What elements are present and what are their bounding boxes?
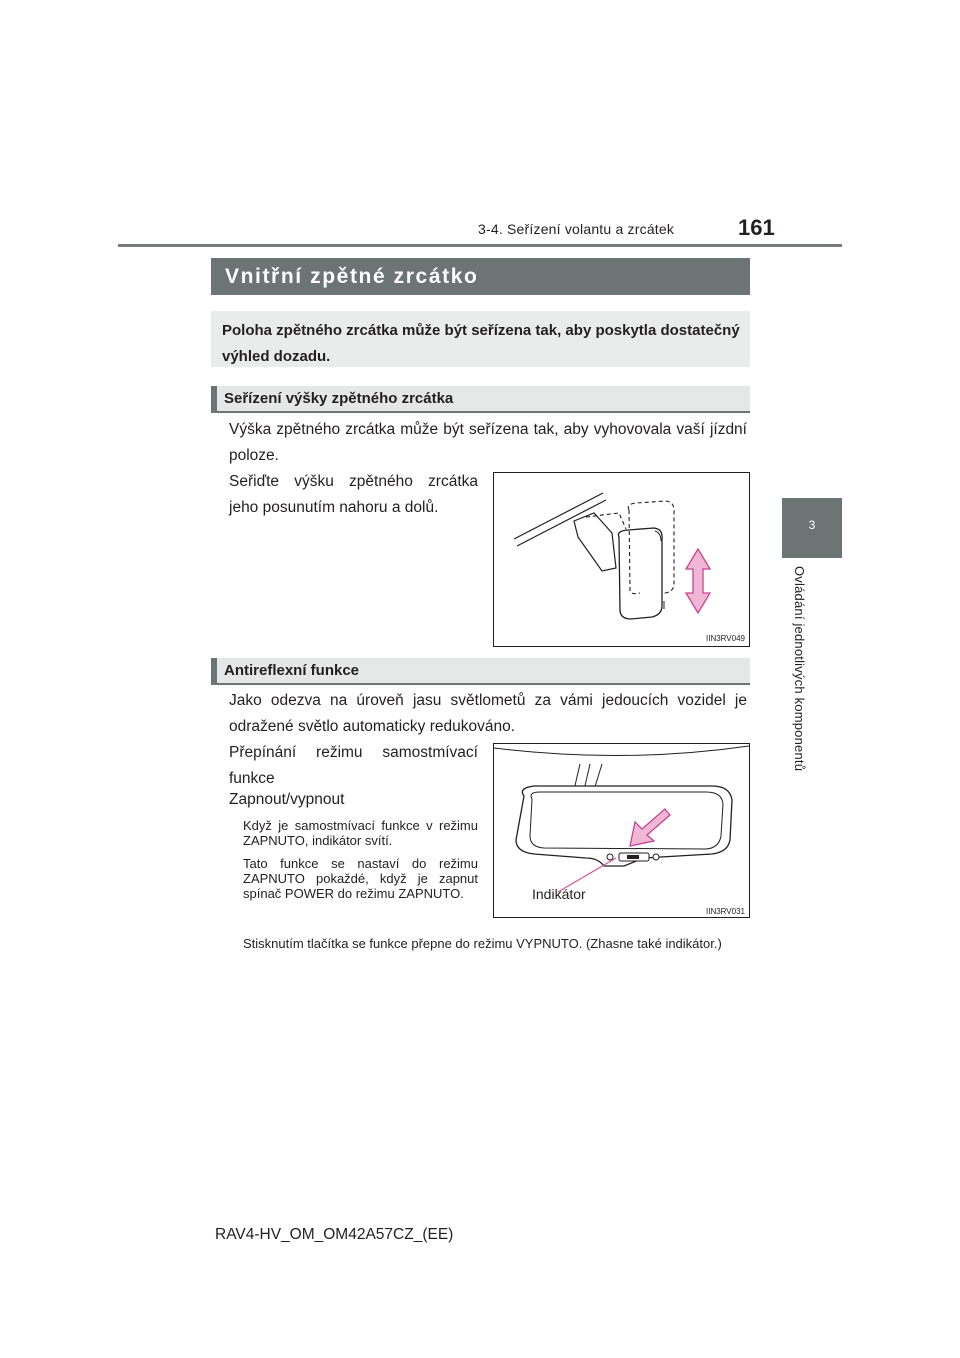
chapter-number: 3 [808,518,816,532]
mirror-height-figure [493,472,750,647]
section1-instruction: Seřiďte výšku zpětného zrcátka jeho posunutím nahoru a dolů. [229,473,478,516]
indicator-label: Indikátor [532,886,586,902]
mirror-height-illustration [494,473,749,646]
section2-on-off: Zapnout/vypnout [229,791,345,808]
antireflex-mirror-illustration [494,744,749,917]
figure1-code: IIN3RV049 [706,634,745,643]
antireflex-figure [493,743,750,918]
figure2-code: IIN3RV031 [706,907,745,916]
section1-paragraph: Výška zpětného zrcátka může být seřízena tak, aby vyhovovala vaší jízdní poloze. [229,421,747,464]
section2-note-power: Tato funkce se nastaví do režimu ZAPNUTO pokaždé, když je zapnut spínač POWER do režimu ZAPNUTO. [243,856,478,901]
page-title: Vnitřní zpětné zrcátko [225,265,479,288]
section2-note-indicator: Když je samostmívací funkce v režimu ZAPNUTO, indikátor svítí. [243,818,478,848]
section-header: 3-4. Seřízení volantu a zrcátek [478,221,675,237]
section2-mode-label: Přepínání režimu samostmívací funkce [229,744,478,787]
document-code: RAV4-HV_OM_OM42A57CZ_(EE) [215,1226,454,1243]
header-rule [118,244,842,247]
chapter-label: Ovládání jednotlivých komponentů [792,566,807,772]
intro-text: Poloha zpětného zrcátka může být seřízena tak, aby poskytla dostatečný výhled dozadu. [222,322,740,365]
up-down-arrow-icon [686,549,710,613]
section2-title: Antireflexní funkce [224,662,360,679]
section2-note-off: Stisknutím tlačítka se funkce přepne do režimu VYPNUTO. (Zhasne také indikátor.) [243,936,722,951]
page-number: 161 [738,215,775,240]
section2-rule [211,683,750,685]
section2-paragraph: Jako odezva na úroveň jasu světlometů za vámi jedoucích vozidel je odražené světlo automaticky redukováno. [229,692,747,735]
section1-rule [211,411,750,413]
section1-title: Seřízení výšky zpětného zrcátka [224,390,454,407]
